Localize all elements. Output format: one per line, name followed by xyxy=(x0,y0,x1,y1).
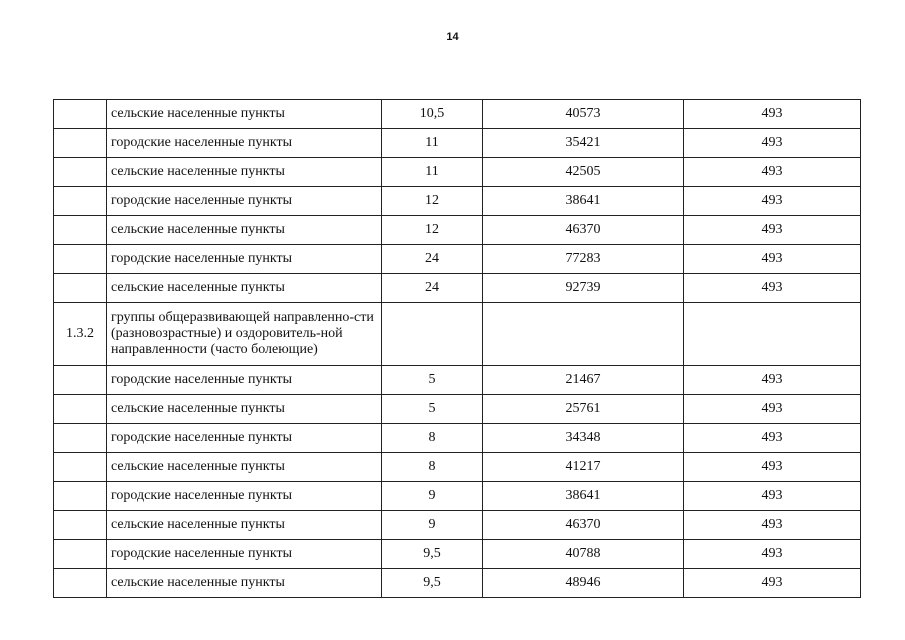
amount-cell: 40573 xyxy=(483,100,684,129)
table-row xyxy=(54,158,861,187)
rate-cell xyxy=(684,303,861,366)
row-number-cell xyxy=(54,129,107,158)
table-row xyxy=(54,129,861,158)
table-row xyxy=(54,187,861,216)
amount-cell: 92739 xyxy=(483,274,684,303)
page-number: 14 xyxy=(446,31,459,43)
rate-cell: 493 xyxy=(684,216,861,245)
value-cell: 12 xyxy=(382,187,483,216)
settlement-type-cell: сельские населенные пункты xyxy=(107,395,382,424)
settlement-type-cell: сельские населенные пункты xyxy=(107,511,382,540)
row-number-cell xyxy=(54,482,107,511)
rate-cell: 493 xyxy=(684,187,861,216)
rate-cell: 493 xyxy=(684,569,861,598)
rate-cell: 493 xyxy=(684,129,861,158)
row-number-cell xyxy=(54,366,107,395)
rate-cell: 493 xyxy=(684,424,861,453)
row-number-cell xyxy=(54,100,107,129)
row-number-cell xyxy=(54,187,107,216)
settlement-type-cell: сельские населенные пункты xyxy=(107,274,382,303)
amount-cell: 40788 xyxy=(483,540,684,569)
rate-cell: 493 xyxy=(684,511,861,540)
rate-cell: 493 xyxy=(684,100,861,129)
row-number-cell xyxy=(54,511,107,540)
settlement-type-cell: городские населенные пункты xyxy=(107,187,382,216)
table-row xyxy=(54,395,861,424)
section-number-cell: 1.3.2 xyxy=(54,303,107,366)
settlement-type-cell: городские населенные пункты xyxy=(107,129,382,158)
amount-cell: 38641 xyxy=(483,482,684,511)
rate-cell: 493 xyxy=(684,395,861,424)
value-cell: 9 xyxy=(382,511,483,540)
settlement-type-cell: сельские населенные пункты xyxy=(107,453,382,482)
amount-cell: 25761 xyxy=(483,395,684,424)
rate-cell: 493 xyxy=(684,274,861,303)
value-cell xyxy=(382,303,483,366)
row-number-cell xyxy=(54,424,107,453)
table-row xyxy=(54,453,861,482)
row-number-cell xyxy=(54,274,107,303)
row-number-cell xyxy=(54,540,107,569)
table-row xyxy=(54,245,861,274)
amount-cell: 48946 xyxy=(483,569,684,598)
row-number-cell xyxy=(54,569,107,598)
amount-cell: 21467 xyxy=(483,366,684,395)
rate-cell: 493 xyxy=(684,482,861,511)
value-cell: 11 xyxy=(382,129,483,158)
row-number-cell xyxy=(54,395,107,424)
amount-cell: 77283 xyxy=(483,245,684,274)
amount-cell: 41217 xyxy=(483,453,684,482)
amount-cell xyxy=(483,303,684,366)
settlement-type-cell: городские населенные пункты xyxy=(107,424,382,453)
table-row xyxy=(54,216,861,245)
table-row xyxy=(54,511,861,540)
amount-cell: 42505 xyxy=(483,158,684,187)
table-body xyxy=(54,100,861,598)
value-cell: 12 xyxy=(382,216,483,245)
row-number-cell xyxy=(54,245,107,274)
rate-cell: 493 xyxy=(684,366,861,395)
value-cell: 9 xyxy=(382,482,483,511)
settlement-type-cell: городские населенные пункты xyxy=(107,366,382,395)
rate-cell: 493 xyxy=(684,540,861,569)
amount-cell: 46370 xyxy=(483,216,684,245)
settlement-type-cell: городские населенные пункты xyxy=(107,245,382,274)
tariff-table xyxy=(53,99,861,598)
table-row xyxy=(54,424,861,453)
amount-cell: 34348 xyxy=(483,424,684,453)
settlement-type-cell: городские населенные пункты xyxy=(107,540,382,569)
table-row xyxy=(54,540,861,569)
value-cell: 8 xyxy=(382,453,483,482)
settlement-type-cell: сельские населенные пункты xyxy=(107,569,382,598)
value-cell: 5 xyxy=(382,395,483,424)
rate-cell: 493 xyxy=(684,158,861,187)
amount-cell: 46370 xyxy=(483,511,684,540)
value-cell: 24 xyxy=(382,245,483,274)
row-number-cell xyxy=(54,158,107,187)
value-cell: 11 xyxy=(382,158,483,187)
row-number-cell xyxy=(54,216,107,245)
settlement-type-cell: сельские населенные пункты xyxy=(107,100,382,129)
value-cell: 10,5 xyxy=(382,100,483,129)
value-cell: 9,5 xyxy=(382,569,483,598)
table-row xyxy=(54,569,861,598)
table-row xyxy=(54,482,861,511)
amount-cell: 38641 xyxy=(483,187,684,216)
table-row xyxy=(54,274,861,303)
settlement-type-cell: сельские населенные пункты xyxy=(107,216,382,245)
row-number-cell xyxy=(54,453,107,482)
settlement-type-cell: городские населенные пункты xyxy=(107,482,382,511)
rate-cell: 493 xyxy=(684,453,861,482)
table-section-row xyxy=(54,303,861,366)
section-title-cell: группы общеразвивающей направленно-сти (разновозрастные) и оздоровитель-ной направленности (часто болеющие) xyxy=(107,303,382,366)
table-row xyxy=(54,100,861,129)
value-cell: 9,5 xyxy=(382,540,483,569)
settlement-type-cell: сельские населенные пункты xyxy=(107,158,382,187)
value-cell: 8 xyxy=(382,424,483,453)
table-row xyxy=(54,366,861,395)
value-cell: 24 xyxy=(382,274,483,303)
amount-cell: 35421 xyxy=(483,129,684,158)
value-cell: 5 xyxy=(382,366,483,395)
rate-cell: 493 xyxy=(684,245,861,274)
